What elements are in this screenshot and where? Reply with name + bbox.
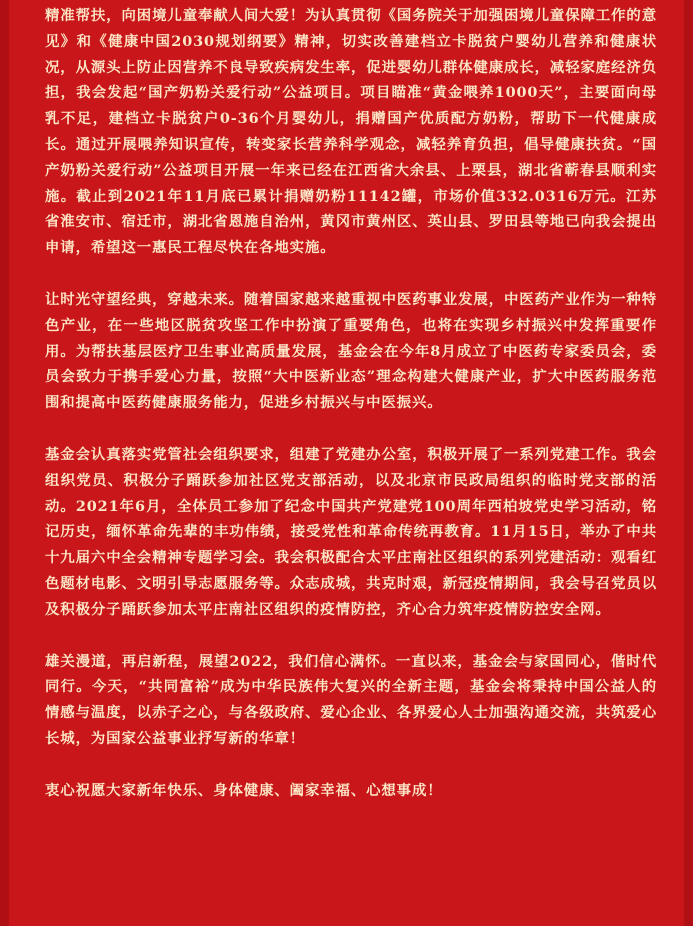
- paragraph-party-building: 基金会认真落实党管社会组织要求，组建了党建办公室，积极开展了一系列党建工作。我会组织党员、积极分子踊跃参加社区党支部活动，以及北京市民政局组织的临时党支部的活动。2021年6月，全体员工参加了纪念中国共产党建党100周年西柏坡党史学习活动，铭记历史，缅怀革命先辈的丰功伟绩，接受党性和革命传统再教育。11月15日，举办了中共十九届六中全会精神专题学习会。我会积极配合太平庄南社区组织的系列党建活动：观看红色题材电影、文明引导志愿服务等。众志成城，共克时艰，新冠疫情期间，我会号召党员以及积极分子踊跃参加太平庄南社区组织的疫情防控，齐心合力筑牢疫情防控安全网。: [45, 445, 657, 618]
- paragraph-new-year-wishes: 衷心祝愿大家新年快乐、身体健康、阖家幸福、心想事成！: [45, 781, 443, 799]
- paragraph-tcm-committee: 让时光守望经典，穿越未来。随着国家越来越重视中医药事业发展，中医药产业作为一种特色产业，在一些地区脱贫攻坚工作中扮演了重要角色，也将在实现乡村振兴中发挥重要作用。为帮扶基层医疗卫生事业高质量发展，基金会在今年8月成立了中医药专家委员会，委员会致力于携手爱心力量，按照“大中医新业态”理念构建大健康产业，扩大中医药服务范围和提高中医药健康服务能力，促进乡村振兴与中医振兴。: [45, 290, 657, 412]
- article-body: [45, 0, 657, 804]
- paragraph-outlook-2022: 雄关漫道，再启新程，展望2022，我们信心满怀。一直以来，基金会与家国同心，偕时代同行。今天，“共同富裕”成为中华民族伟大复兴的全新主题，基金会将秉持中国公益人的情感与温度，以赤子之心，与各级政府、爱心企业、各界爱心人士加强沟通交流，共筑爱心长城，为国家公益事业抒写新的华章！: [45, 652, 657, 747]
- paragraph-milk-powder-project: 精准帮扶，向困境儿童奉献人间大爱！为认真贯彻《国务院关于加强困境儿童保障工作的意见》和《健康中国2030规划纲要》精神，切实改善建档立卡脱贫户婴幼儿营养和健康状况，从源头上防止因营养不良导致疾病发生率，促进婴幼儿群体健康成长，减轻家庭经济负担，我会发起“国产奶粉关爱行动”公益项目。项目瞄准“黄金喂养1000天”，主要面向母乳不足，建档立卡脱贫户0-36个月婴幼儿，捐赠国产优质配方奶粉，帮助下一代健康成长。通过开展喂养知识宣传，转变家长营养科学观念，减轻养育负担，倡导健康扶贫。“国产奶粉关爱行动”公益项目开展一年来已经在江西省大余县、上栗县，湖北省蕲春县顺利实施。截止到2021年11月底已累计捐赠奶粉11142罐，市场价值332.0316万元。江苏省淮安市、宿迁市，湖北省恩施自治州，黄冈市黄州区、英山县、罗田县等地已向我会提出申请，希望这一惠民工程尽快在各地实施。: [45, 7, 657, 257]
